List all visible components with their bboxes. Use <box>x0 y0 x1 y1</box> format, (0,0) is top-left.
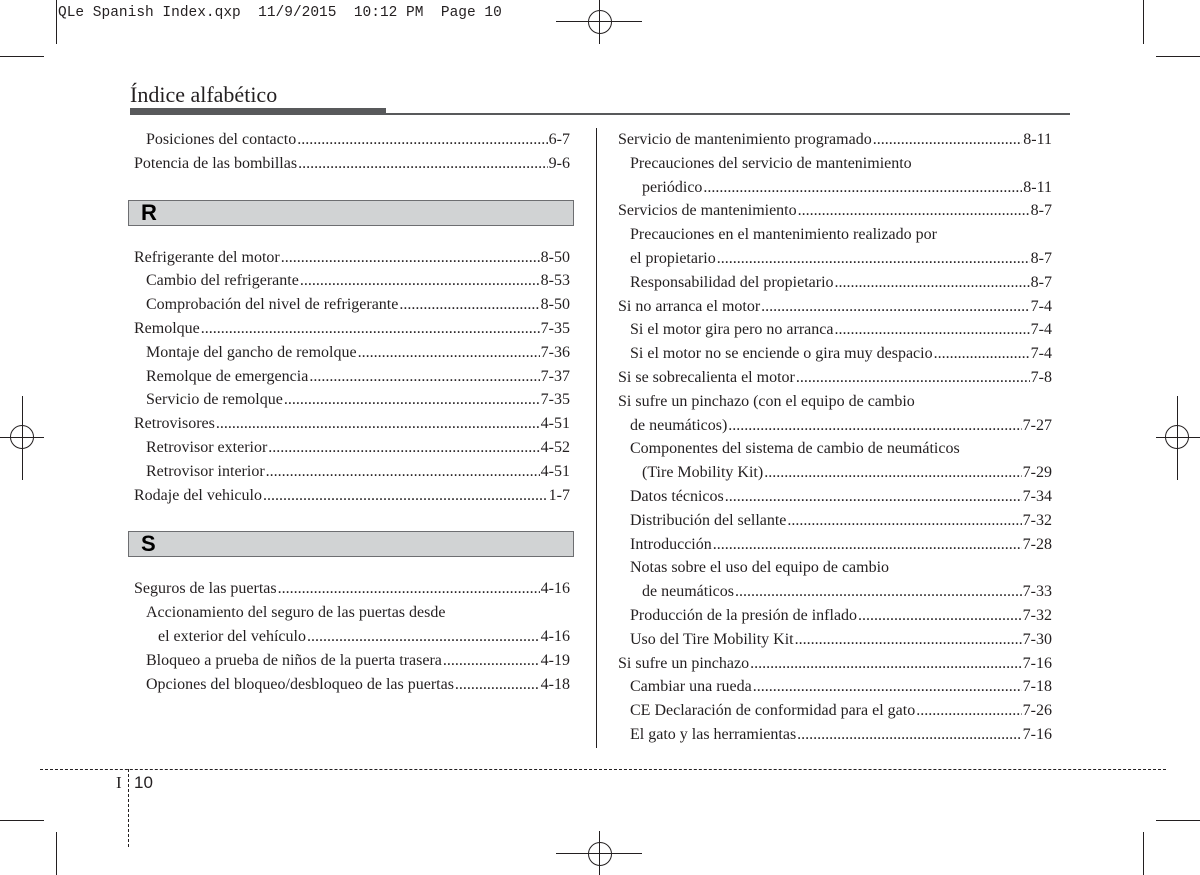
entry-label: Servicio de mantenimiento programado <box>618 131 872 148</box>
entry-page-number: 7-30 <box>1022 630 1052 648</box>
entry-page-number: 4-19 <box>540 651 570 669</box>
entry-page-number: 7-32 <box>1022 606 1052 624</box>
entry-label: Potencia de las bombillas <box>134 154 298 172</box>
index-entry <box>618 675 1052 699</box>
dot-leader <box>703 176 1022 200</box>
entry-page-number: 4-16 <box>540 627 570 645</box>
index-entry <box>134 601 570 625</box>
index-entry <box>134 436 570 460</box>
entry-page-number: 8-53 <box>540 272 570 290</box>
entry-label: Rodaje del vehiculo <box>134 486 262 504</box>
crop-mark-tl-v <box>56 0 57 44</box>
entry-label: Distribución del sellante <box>630 511 787 529</box>
entry-page-number: 7-27 <box>1022 416 1052 434</box>
folio-number: 10 <box>134 773 153 792</box>
index-entry <box>618 366 1052 390</box>
crop-mark-tr-h <box>1156 56 1200 57</box>
entry-label: de neumáticos <box>642 583 734 601</box>
index-entry <box>618 318 1052 342</box>
entry-label: Seguros de las puertas <box>134 580 277 598</box>
entry-label: (Tire Mobility Kit) <box>642 464 764 482</box>
dot-leader <box>358 341 540 365</box>
dot-leader <box>266 460 540 484</box>
dot-leader <box>278 577 540 601</box>
dot-leader <box>834 318 1029 342</box>
index-entry <box>618 247 1052 271</box>
dot-leader <box>916 699 1021 723</box>
entry-page-number: 8-7 <box>1030 249 1052 267</box>
crop-mark-tl-h <box>0 56 44 57</box>
entry-page-number: 4-51 <box>540 462 570 480</box>
page-title: Índice alfabético <box>130 82 278 107</box>
dot-leader <box>835 271 1030 295</box>
column-divider <box>596 128 597 748</box>
entry-label: el exterior del vehículo <box>158 627 306 645</box>
entry-label: Introducción <box>630 535 712 553</box>
entry-page-number: 8-7 <box>1030 202 1052 220</box>
entry-page-number: 7-4 <box>1030 321 1052 339</box>
crop-mark-br-h <box>1156 820 1200 821</box>
index-entry <box>618 485 1052 509</box>
entry-label: Producción de la presión de inflado <box>630 606 858 624</box>
dot-leader <box>795 628 1022 652</box>
section-header: S <box>128 531 574 557</box>
dot-leader <box>455 673 540 697</box>
entry-label: Precauciones en el mantenimiento realizado por <box>630 226 937 244</box>
index-entry <box>618 223 1052 247</box>
index-entry <box>618 533 1052 557</box>
entry-label: periódico <box>642 178 703 196</box>
entry-label: el propietario <box>630 249 716 267</box>
dot-leader <box>443 649 540 673</box>
index-entry <box>618 199 1052 223</box>
index-entry <box>618 556 1052 580</box>
entry-label: Si sufre un pinchazo <box>618 654 750 672</box>
dot-leader <box>298 152 548 176</box>
index-entry <box>618 271 1052 295</box>
entry-page-number: 7-33 <box>1022 583 1052 601</box>
entry-page-number: 1-7 <box>548 486 570 504</box>
index-entry <box>618 461 1052 485</box>
entry-label: Remolque de emergencia <box>146 367 309 385</box>
dot-leader <box>399 293 539 317</box>
entry-label: Notas sobre el uso del equipo de cambio <box>630 559 890 577</box>
entry-page-number: 7-37 <box>540 367 570 385</box>
footer-dashed-vertical-rule <box>128 769 129 847</box>
entry-label: Retrovisor interior <box>146 462 265 480</box>
entry-label: Bloqueo a prueba de niños de la puerta trasera <box>146 651 442 669</box>
entry-label: El gato y las herramientas <box>630 725 797 743</box>
entry-label: CE Declaración de conformidad para el gato <box>630 702 916 720</box>
dot-leader <box>201 317 540 341</box>
entry-page-number: 8-11 <box>1023 131 1052 148</box>
dot-leader <box>284 388 540 412</box>
entry-page-number: 7-26 <box>1022 702 1052 720</box>
entry-label: Retrovisor exterior <box>146 438 268 456</box>
index-entry <box>134 673 570 697</box>
dot-leader <box>797 723 1022 747</box>
entry-label: Responsabilidad del propietario <box>630 273 834 291</box>
entry-page-number: 4-16 <box>540 580 570 598</box>
entry-label: Si se sobrecalienta el motor <box>618 368 795 386</box>
entry-page-number: 7-35 <box>540 319 570 337</box>
index-entry <box>134 293 570 317</box>
index-entry <box>134 649 570 673</box>
index-column-left <box>134 128 570 696</box>
index-entry <box>618 437 1052 461</box>
entry-page-number: 4-52 <box>540 438 570 456</box>
entry-page-number: 8-50 <box>540 296 570 314</box>
entry-label: Si el motor gira pero no arranca <box>630 321 834 339</box>
entry-label: Cambiar una rueda <box>630 678 752 696</box>
footer-dashed-rule <box>40 769 1166 770</box>
entry-label: Si no arranca el motor <box>618 297 761 315</box>
entry-page-number: 7-8 <box>1030 368 1052 386</box>
index-entry <box>618 580 1052 604</box>
entry-page-number: 8-7 <box>1030 273 1052 291</box>
dot-leader <box>750 652 1022 676</box>
entry-label: Opciones del bloqueo/desbloqueo de las puertas <box>146 675 454 693</box>
entry-page-number: 7-18 <box>1022 678 1052 696</box>
dot-leader <box>735 580 1022 604</box>
entry-label: Componentes del sistema de cambio de neumáticos <box>630 440 960 458</box>
entry-page-number: 7-4 <box>1030 345 1052 363</box>
entry-page-number: 7-32 <box>1022 511 1052 529</box>
entry-label: Si sufre un pinchazo (con el equipo de cambio <box>618 392 915 410</box>
entry-page-number: 6-7 <box>548 131 570 148</box>
entry-page-number: 4-51 <box>540 415 570 433</box>
entry-page-number: 7-28 <box>1022 535 1052 553</box>
entry-page-number: 7-35 <box>540 391 570 409</box>
entry-page-number: 7-36 <box>540 343 570 361</box>
entry-label: Retrovisores <box>134 415 215 433</box>
entry-label: Servicio de remolque <box>146 391 283 409</box>
index-entry <box>134 577 570 601</box>
crop-mark-bl-h <box>0 820 44 821</box>
dot-leader <box>798 199 1030 223</box>
index-entry <box>618 628 1052 652</box>
index-entry <box>134 128 570 152</box>
crop-mark-tr-v <box>1143 0 1144 44</box>
index-entry <box>134 317 570 341</box>
index-entry <box>134 484 570 508</box>
dot-leader <box>728 414 1021 438</box>
entry-label: Accionamiento del seguro de las puertas desde <box>146 604 446 622</box>
entry-page-number: 7-16 <box>1022 654 1052 672</box>
index-entry <box>134 152 570 176</box>
index-entry <box>134 388 570 412</box>
dot-leader <box>300 269 540 293</box>
index-entry <box>618 699 1052 723</box>
entry-label: Refrigerante del motor <box>134 248 280 266</box>
dot-leader <box>307 625 540 649</box>
entry-label: Cambio del refrigerante <box>146 272 299 290</box>
entry-label: Servicios de mantenimiento <box>618 202 797 220</box>
index-entry <box>134 246 570 270</box>
entry-page-number: 4-18 <box>540 675 570 693</box>
dot-leader <box>725 485 1022 509</box>
dot-leader <box>858 604 1022 628</box>
index-entry <box>618 604 1052 628</box>
crop-mark-br-v <box>1143 832 1144 875</box>
entry-label: Remolque <box>134 319 200 337</box>
index-entry <box>134 625 570 649</box>
dot-leader <box>268 436 539 460</box>
entry-label: Datos técnicos <box>630 487 724 505</box>
index-entry <box>618 295 1052 319</box>
dot-leader <box>753 675 1022 699</box>
dot-leader <box>713 533 1022 557</box>
entry-page-number: 9-6 <box>548 154 570 172</box>
index-entry <box>618 652 1052 676</box>
entry-page-number: 8-11 <box>1023 178 1052 196</box>
entry-label: Posiciones del contacto <box>146 131 297 148</box>
index-entry <box>134 269 570 293</box>
dot-leader <box>787 509 1021 533</box>
index-entry <box>134 460 570 484</box>
index-entry <box>618 152 1052 176</box>
index-entry <box>618 342 1052 366</box>
entry-page-number: 7-4 <box>1030 297 1052 315</box>
folio-section: I <box>116 773 122 792</box>
print-slug: QLe Spanish Index.qxp 11/9/2015 10:12 PM Page 10 <box>58 5 502 21</box>
crop-mark-bl-v <box>56 832 57 875</box>
entry-page-number: 7-34 <box>1022 487 1052 505</box>
index-column-right <box>618 128 1052 747</box>
dot-leader <box>309 365 539 389</box>
dot-leader <box>216 412 540 436</box>
entry-page-number: 7-16 <box>1022 725 1052 743</box>
index-entry <box>618 176 1052 200</box>
index-entry <box>618 128 1052 152</box>
dot-leader <box>873 128 1023 152</box>
index-entry <box>618 390 1052 414</box>
title-underline-rule <box>386 113 1070 115</box>
dot-leader <box>764 461 1021 485</box>
dot-leader <box>297 128 547 152</box>
dot-leader <box>717 247 1030 271</box>
entry-page-number: 7-29 <box>1022 464 1052 482</box>
entry-label: Uso del Tire Mobility Kit <box>630 630 794 648</box>
entry-label: Precauciones del servicio de mantenimiento <box>630 154 912 172</box>
index-entry <box>134 341 570 365</box>
section-header: R <box>128 200 574 226</box>
entry-label: Si el motor no se enciende o gira muy despacio <box>630 345 933 363</box>
entry-label: de neumáticos) <box>630 416 728 434</box>
entry-page-number: 8-50 <box>540 248 570 266</box>
dot-leader <box>796 366 1030 390</box>
index-entry <box>618 723 1052 747</box>
index-entry <box>618 509 1052 533</box>
title-underline-bar <box>130 108 386 115</box>
dot-leader <box>281 246 540 270</box>
entry-label: Montaje del gancho de remolque <box>146 343 357 361</box>
index-entry <box>134 365 570 389</box>
index-entry <box>618 414 1052 438</box>
entry-label: Comprobación del nivel de refrigerante <box>146 296 399 314</box>
dot-leader <box>761 295 1030 319</box>
dot-leader <box>263 484 548 508</box>
dot-leader <box>934 342 1030 366</box>
index-entry <box>134 412 570 436</box>
